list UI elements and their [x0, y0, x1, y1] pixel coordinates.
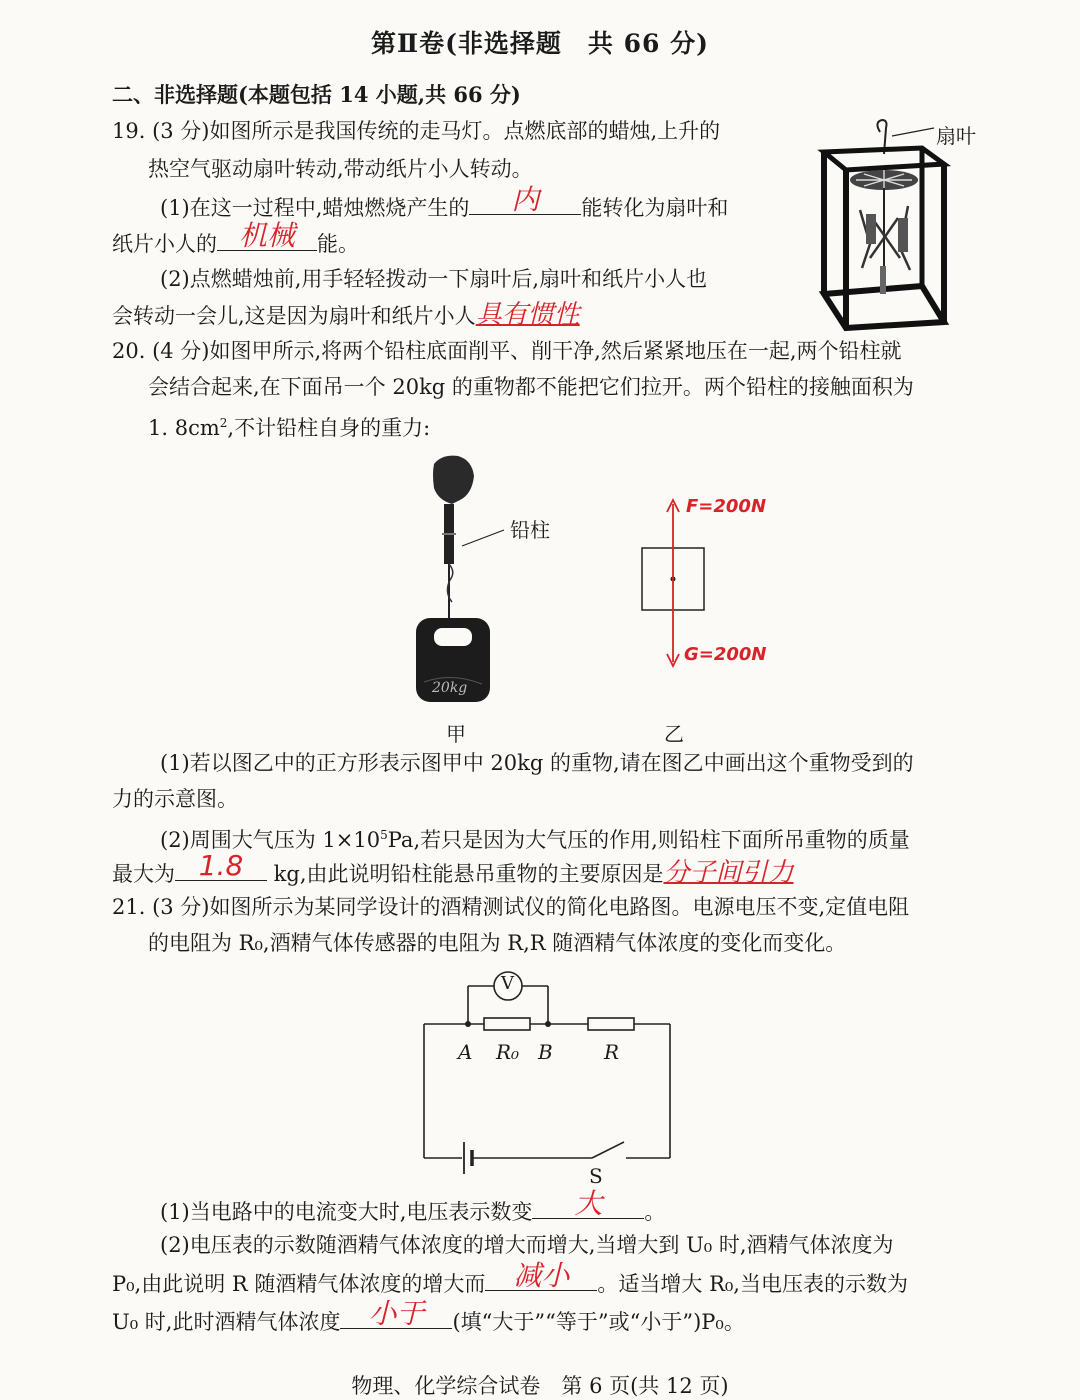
q19-part1-line2 — [112, 219, 359, 259]
q20-stem-line2: 会结合起来,在下面吊一个 20kg 的重物都不能把它们拉开。两个铅柱的接触面积为 — [148, 375, 914, 399]
q21-part2-text-d: U₀ 时,此时酒精气体浓度 — [112, 1310, 341, 1334]
q19-answer-blank-1[interactable] — [469, 183, 581, 216]
lantern-figure — [812, 118, 972, 336]
rod-label-leader — [458, 526, 508, 552]
q21-handwritten-answer-1: 大 — [574, 1187, 603, 1220]
q20-part2-line1 — [160, 820, 910, 855]
q21-part2-line1: (2)电压表的示数随酒精气体浓度的增大而增大,当增大到 U₀ 时,酒精气体浓度为 — [160, 1233, 894, 1257]
q20-answer-blank-1[interactable] — [175, 849, 267, 882]
q19-part1-text-a: (1)在这一过程中,蜡烛燃烧产生的 — [160, 196, 470, 220]
q20-pressure-exponent: 5 — [380, 828, 388, 842]
q19-handwritten-answer-1: 内 — [511, 183, 540, 216]
q20-part2-text-b: Pa,若只是因为大气压的作用,则铅柱下面所吊重物的质量 — [387, 828, 910, 852]
q19-part1-text-b: 能转化为扇叶和 — [581, 196, 729, 220]
q21-part2-text-e: (填“大于”“等于”或“小于”)P₀。 — [452, 1310, 745, 1334]
q21-part2-line2 — [112, 1259, 908, 1299]
gravity-label: G=200N — [684, 644, 767, 665]
switch-s — [592, 1142, 624, 1158]
lead-cylinder-figure — [412, 452, 512, 712]
q21-handwritten-answer-2: 减小 — [513, 1259, 570, 1292]
q20-part2-text-d: kg,由此说明铅柱能悬吊重物的主要原因是 — [267, 862, 664, 886]
q21-part2-text-c: 。适当增大 R₀,当电压表的示数为 — [597, 1272, 908, 1296]
q21-answer-blank-1[interactable] — [532, 1187, 644, 1220]
figure-yi-label: 乙 — [664, 722, 684, 746]
q19-handwritten-answer-3: 具有惯性 — [475, 300, 580, 330]
q19-part1-text-d: 能。 — [317, 232, 359, 256]
q20-part2-text-a: (2)周围大气压为 1×10 — [160, 828, 381, 852]
q21-answer-blank-2[interactable] — [485, 1259, 597, 1292]
resistor-r — [588, 1018, 634, 1030]
q21-part1-text-a: (1)当电路中的电流变大时,电压表示数变 — [160, 1200, 533, 1224]
q21-stem-line2: 的电阻为 R₀,酒精气体传感器的电阻为 R,R 随酒精气体浓度的变化而变化。 — [148, 931, 847, 955]
r-label: R — [604, 1040, 620, 1064]
q21-part2-line3 — [112, 1297, 745, 1337]
q20-stem-line1: 20. (4 分)如图甲所示,将两个铅柱底面削平、削干净,然后紧紧地压在一起,两个铅柱就 — [112, 339, 902, 363]
force-diagram — [620, 490, 730, 670]
q20-stem-line3 — [148, 408, 430, 443]
paper-title: 第Ⅱ卷(非选择题 共 66 分) — [371, 29, 709, 58]
q19-part2-line2 — [112, 300, 580, 331]
lead-cylinder-label: 铅柱 — [510, 518, 550, 542]
q20-part2-line2 — [112, 849, 794, 889]
q21-part2-text-b: P₀,由此说明 R 随酒精气体浓度的增大而 — [112, 1272, 486, 1296]
section-heading: 二、非选择题(本题包括 14 小题,共 66 分) — [112, 82, 521, 107]
q21-part1-text-b: 。 — [644, 1200, 666, 1224]
fan-blade-label: 扇叶 — [936, 124, 976, 148]
r0-label: R₀ — [496, 1040, 520, 1064]
force-up-label: F=200N — [686, 496, 767, 517]
q20-area-exponent: 2 — [219, 416, 228, 430]
q21-stem-line1: 21. (3 分)如图所示为某同学设计的酒精测试仪的简化电路图。电源电压不变,定值电阻 — [112, 895, 910, 919]
q20-part1-line2: 力的示意图。 — [112, 787, 238, 811]
switch-label: S — [589, 1164, 603, 1188]
node-b-label: B — [538, 1040, 553, 1064]
q19-part2-text-b: 会转动一会儿,这是因为扇叶和纸片小人 — [112, 304, 476, 328]
voltmeter-symbol: V — [501, 973, 514, 994]
q20-area-value: 1. 8cm — [148, 416, 220, 440]
q19-part1-text-c: 纸片小人的 — [112, 232, 217, 256]
circuit-diagram — [416, 962, 676, 1178]
node-a-label: A — [458, 1040, 473, 1064]
q20-handwritten-answer-1: 1.8 — [198, 849, 244, 882]
q19-stem-line1: 19. (3 分)如图所示是我国传统的走马灯。点燃底部的蜡烛,上升的 — [112, 119, 721, 143]
q19-handwritten-answer-2: 机械 — [238, 219, 295, 252]
q21-part1-line — [160, 1187, 666, 1227]
weight-mass-marking: 20kg — [432, 680, 468, 696]
q20-part2-text-c: 最大为 — [112, 862, 175, 886]
q19-part2-line1: (2)点燃蜡烛前,用手轻轻拨动一下扇叶后,扇叶和纸片小人也 — [160, 267, 708, 291]
page-footer: 物理、化学综合试卷 第 6 页(共 12 页) — [351, 1374, 729, 1398]
q20-part1-line1: (1)若以图乙中的正方形表示图甲中 20kg 的重物,请在图乙中画出这个重物受到的 — [160, 751, 914, 775]
q20-stem-line3-rest: ,不计铅柱自身的重力: — [227, 416, 431, 440]
resistor-r0 — [484, 1018, 530, 1030]
q20-handwritten-answer-2: 分子间引力 — [663, 858, 794, 888]
q21-handwritten-answer-3: 小于 — [368, 1297, 425, 1330]
figure-jia-label: 甲 — [446, 722, 466, 746]
q19-answer-blank-2[interactable] — [217, 219, 317, 252]
q21-answer-blank-3[interactable] — [340, 1297, 452, 1330]
q19-stem-line2: 热空气驱动扇叶转动,带动纸片小人转动。 — [148, 157, 533, 181]
